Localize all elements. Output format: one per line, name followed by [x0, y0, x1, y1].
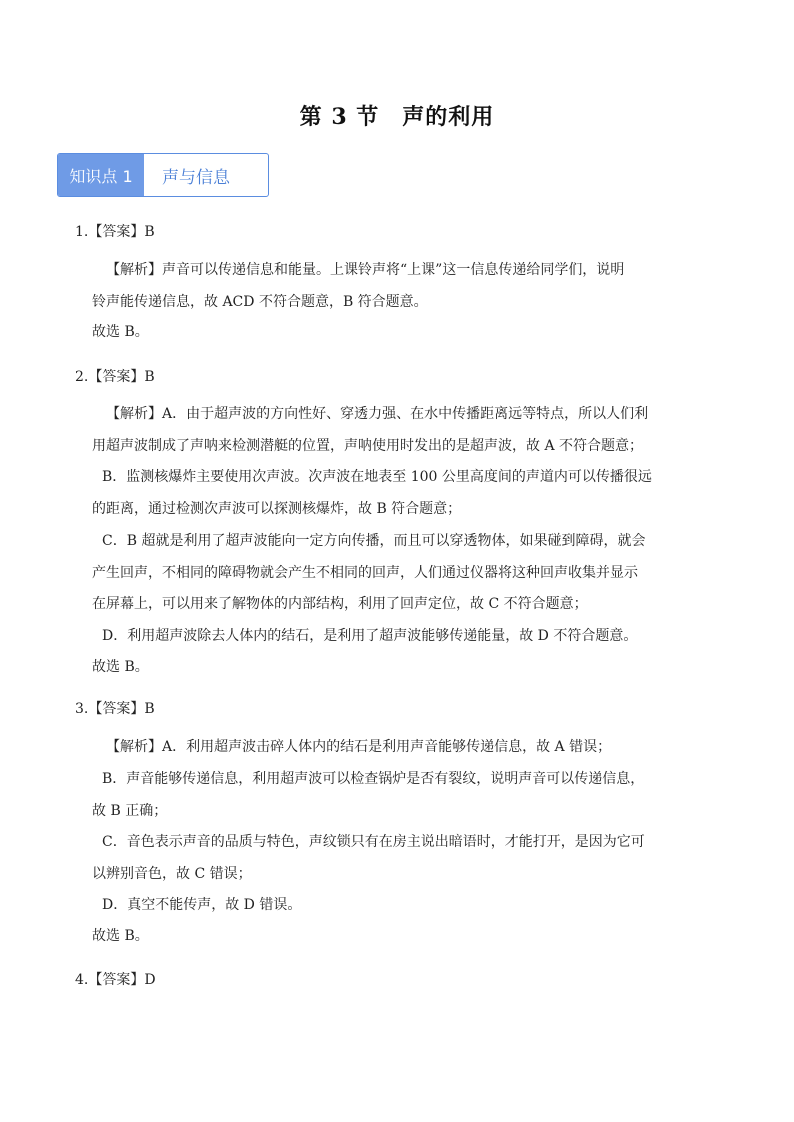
knowledge-point-tag: 知识点 1: [58, 154, 144, 196]
q1-line-2: 故选 B。: [92, 324, 149, 340]
knowledge-point-header: [57, 153, 269, 197]
page-title: 第 3 节 声的利用: [299, 104, 495, 130]
q2-answer: 2.【答案】B: [75, 369, 155, 385]
q3-line-2: 故 B 正确；: [92, 803, 168, 819]
q3-line-5: D．真空不能传声，故 D 错误。: [102, 897, 302, 913]
q2-line-7: D．利用超声波除去人体内的结石，是利用了超声波能够传递能量，故 D 不符合题意。: [102, 628, 638, 644]
q1-answer: 1.【答案】B: [75, 224, 155, 240]
q2-line-0: 【解析】A．由于超声波的方向性好、穿透力强、在水中传播距离远等特点，所以人们利: [106, 406, 649, 422]
knowledge-point-name: 声与信息: [162, 167, 230, 188]
q3-line-3: C．音色表示声音的品质与特色，声纹锁只有在房主说出暗语时，才能打开，是因为它可: [102, 834, 645, 850]
q2-line-1: 用超声波制成了声呐来检测潜艇的位置，声呐使用时发出的是超声波，故 A 不符合题意；: [92, 438, 644, 454]
q3-line-0: 【解析】A．利用超声波击碎人体内的结石是利用声音能够传递信息，故 A 错误；: [106, 739, 612, 755]
q1-line-1: 铃声能传递信息，故 ACD 不符合题意，B 符合题意。: [92, 294, 428, 310]
q1-line-0: 【解析】声音可以传递信息和能量。上课铃声将“上课”这一信息传递给同学们，说明: [106, 262, 625, 278]
q3-answer: 3.【答案】B: [75, 701, 155, 717]
q2-line-6: 在屏幕上，可以用来了解物体的内部结构，利用了回声定位，故 C 不符合题意；: [92, 596, 588, 612]
q2-line-8: 故选 B。: [92, 659, 149, 675]
q2-line-4: C．B 超就是利用了超声波能向一定方向传播，而且可以穿透物体，如果碰到障碍，就会: [102, 533, 646, 549]
q3-line-6: 故选 B。: [92, 928, 149, 944]
q3-line-1: B．声音能够传递信息，利用超声波可以检查锅炉是否有裂纹，说明声音可以传递信息，: [102, 771, 645, 787]
q3-line-4: 以辨别音色，故 C 错误；: [92, 866, 252, 882]
q2-line-5: 产生回声，不相同的障碍物就会产生不相同的回声，人们通过仪器将这种回声收集并显示: [92, 565, 638, 581]
q4-answer: 4.【答案】D: [75, 972, 156, 988]
q2-line-2: B．监测核爆炸主要使用次声波。次声波在地表至 100 公里高度间的声道内可以传播很远: [102, 469, 652, 485]
q2-line-3: 的距离，通过检测次声波可以探测核爆炸，故 B 符合题意；: [92, 501, 462, 517]
